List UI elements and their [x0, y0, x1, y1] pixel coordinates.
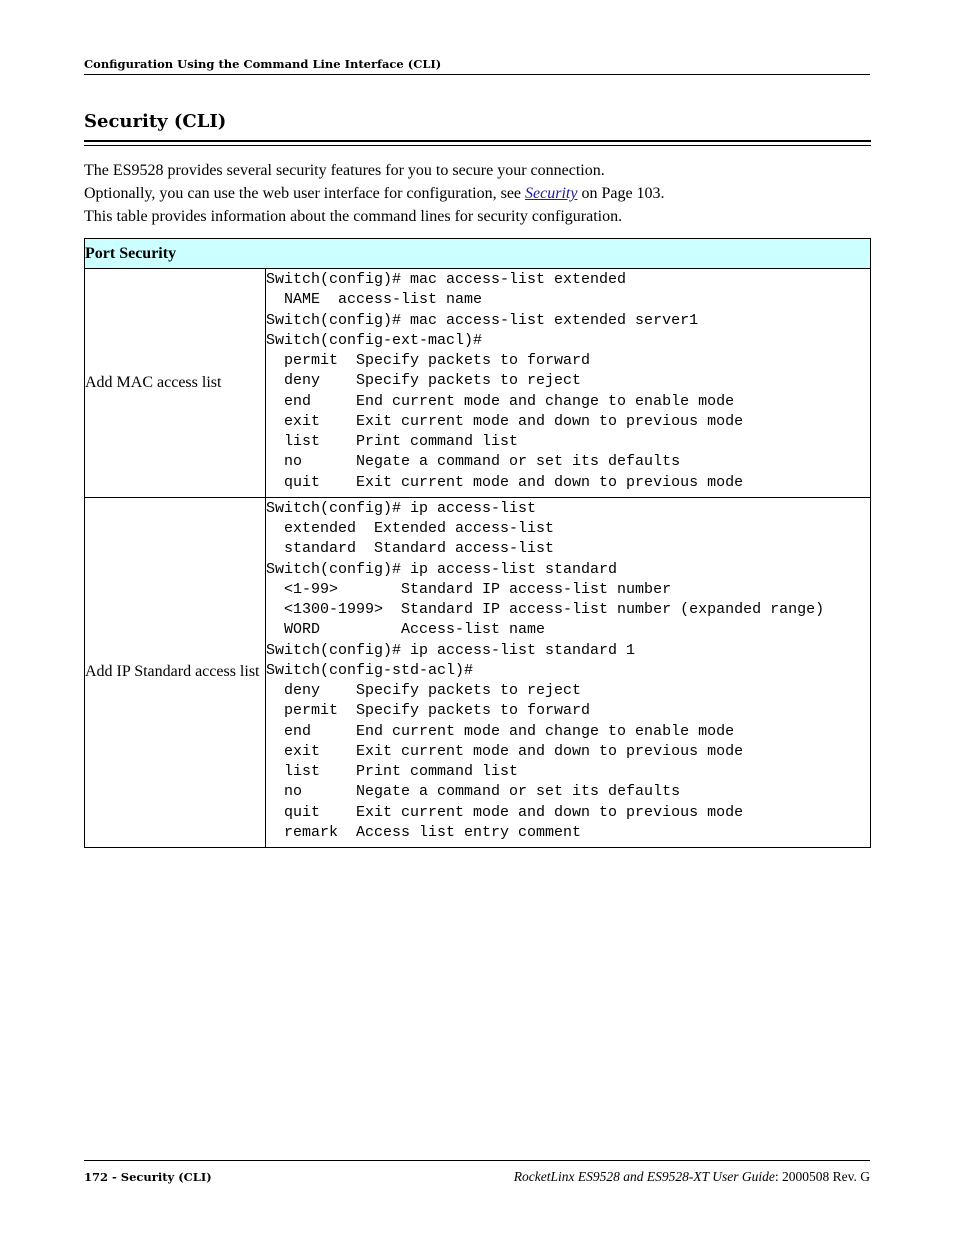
section-title: Security (CLI)	[84, 111, 227, 132]
intro-line-2-before: Optionally, you can use the web user interface for configuration, see	[84, 185, 526, 202]
row-label: Add IP Standard access list	[85, 497, 266, 847]
row-code-cell	[266, 497, 871, 847]
row-label: Add MAC access list	[85, 269, 266, 498]
title-rule-thick	[84, 140, 871, 142]
title-rule-thin	[84, 145, 871, 146]
intro-line-1: The ES9528 provides several security features for you to secure your connection.	[84, 162, 605, 179]
cli-code-block: Switch(config)# mac access-list extended NAME access-list name Switch(config)# mac access-list extended server1 Switch(config-ext-macl)# permit Specify packets to forward deny Specify packets to reject end End current mode and change to enable mode exit Exit current mode and down to previous mode list Print command list no Negate a command or set its defaults quit Exit current mode and down to previous mode	[266, 271, 744, 491]
intro-line-3: This table provides information about the command lines for security configuration.	[84, 208, 623, 225]
header-rule	[84, 74, 870, 75]
table-row	[85, 497, 871, 847]
security-link[interactable]: Security	[525, 185, 578, 202]
intro-line-2-after: on Page 103.	[577, 185, 665, 202]
port-security-table	[84, 238, 871, 848]
cli-code-block: Switch(config)# ip access-list extended Extended access-list standard Standard access-list Switch(config)# ip access-list standard <1-99> Standard IP access-list number <1300-1999> Standard IP access-list number (expanded range) WORD Access-list name Switch(config)# ip access-list standard 1 Switch(config-std-acl)# deny Specify packets to reject permit Specify packets to forward end End current mode and change to enable mode exit Exit current mode and down to previous mode list Print command list no Negate a command or set its defaults quit Exit current mode and down to previous mode remark Access list entry comment	[266, 499, 825, 841]
table-row	[85, 269, 871, 498]
table-header-row	[85, 239, 871, 269]
footer-doc-info	[514, 1169, 870, 1185]
intro-line-2	[84, 185, 665, 203]
running-header: Configuration Using the Command Line Interface (CLI)	[84, 57, 442, 71]
row-code-cell	[266, 269, 871, 498]
footer-page-label: 172 - Security (CLI)	[84, 1170, 212, 1184]
footer-book-title: RocketLinx ES9528 and ES9528-XT User Guide	[513, 1169, 775, 1184]
footer-rule	[84, 1160, 870, 1161]
footer-revision: : 2000508 Rev. G	[774, 1169, 870, 1184]
table-header: Port Security	[85, 239, 871, 269]
